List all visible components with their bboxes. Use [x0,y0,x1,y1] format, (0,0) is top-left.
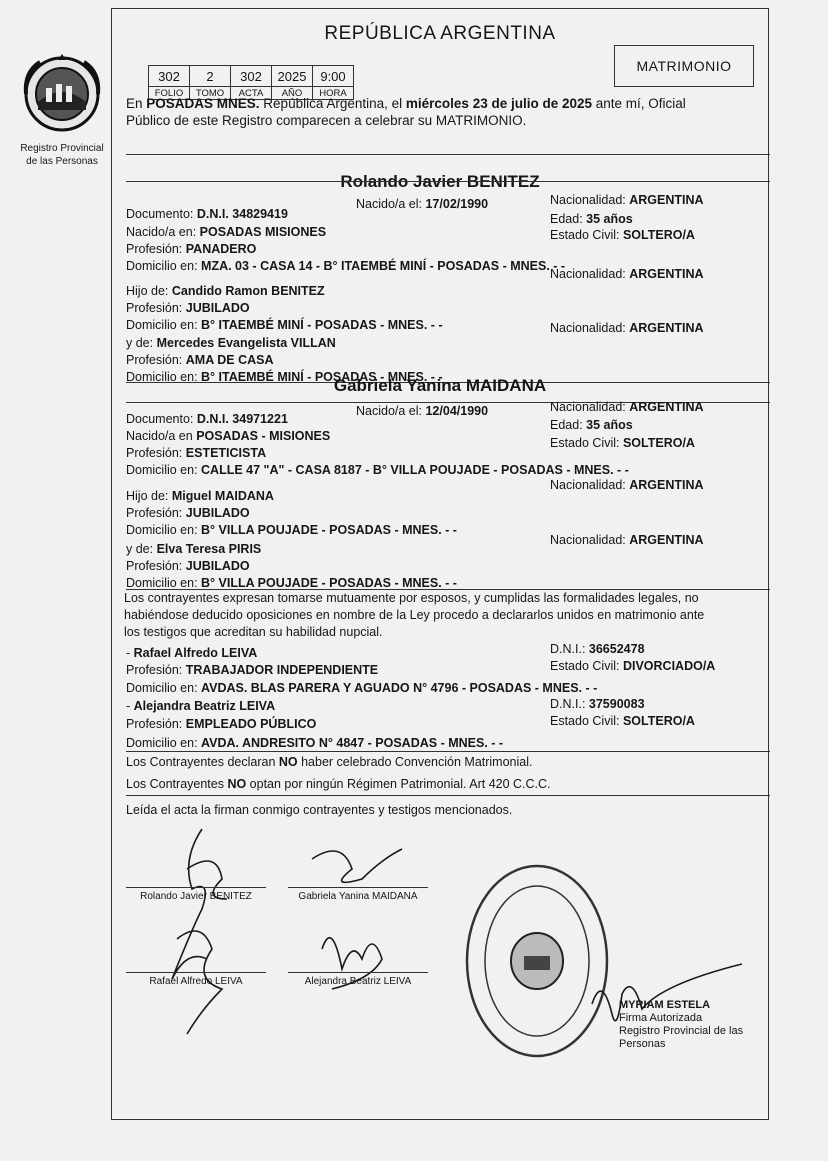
convention-statement: Los Contrayentes declaran NO haber celebrado Convención Matrimonial. [126,755,533,769]
declaration-line: Los contrayentes expresan tomarse mutuamente por esposos, y cumplidas las formalidades legales, no [124,591,699,605]
intro-place: POSADAS MNES. [146,96,260,111]
party1-nacionalidad: Nacionalidad: ARGENTINA [550,193,704,207]
divider [126,751,770,752]
intro-text: En [126,96,147,111]
signature-line [288,972,428,973]
acta-value: 302 [231,66,272,87]
anio-label: AÑO [272,87,313,100]
witness2-profesion: Profesión: EMPLEADO PÚBLICO [126,717,317,731]
signature-line [126,972,266,973]
hora-label: HORA [313,87,354,100]
witness2-domicilio: Domicilio en: AVDA. ANDRESITO N° 4847 - POSADAS - MNES. - - [126,736,504,750]
party1-mother-profesion: Profesión: AMA DE CASA [126,353,274,367]
intro-text: ante mí, Oficial [592,96,686,111]
folio-label: FOLIO [149,87,190,100]
intro-text-line2: Público de este Registro comparecen a celebrar su MATRIMONIO. [126,113,527,128]
anio-value: 2025 [272,66,313,87]
declaration-line: los testigos que acreditan su habilidad nupcial. [124,625,383,639]
party2-father-profesion: Profesión: JUBILADO [126,506,250,520]
signature-label-witness1: Rafael Alfredo LEIVA [149,976,243,987]
party2-mother: y de: Elva Teresa PIRIS [126,542,262,556]
acta-label: ACTA [231,87,272,100]
intro-paragraph [126,95,756,129]
document-title: REPÚBLICA ARGENTINA [324,23,556,44]
party2-nacido-en: Nacido/a en POSADAS - MISIONES [126,429,331,443]
official-name: MYRIAM ESTELA [619,999,711,1011]
witness1-domicilio: Domicilio en: AVDAS. BLAS PARERA Y AGUADO N° 4796 - POSADAS - MNES. - - [126,681,598,695]
party2-mother-profesion: Profesión: JUBILADO [126,559,250,573]
declaration-paragraph [124,590,764,641]
party1-estado-civil: Estado Civil: SOLTERO/A [550,228,695,242]
party1-father-nacionalidad: Nacionalidad: ARGENTINA [550,267,704,281]
closing-statement: Leída el acta la firman conmigo contrayentes y testigos mencionados. [126,803,513,817]
handwritten-signatures [132,819,432,1039]
signature-line [126,887,266,888]
party2-edad: Edad: 35 años [550,418,633,432]
party1-edad: Edad: 35 años [550,212,633,226]
official-role: Firma Autorizada [619,1012,703,1024]
logo-text-line2: de las Personas [26,156,98,167]
act-type-box: MATRIMONIO [614,45,754,87]
official-block [619,999,768,1051]
marriage-certificate [111,8,769,1120]
patrimonial-regime-statement: Los Contrayentes NO optan por ningún Régimen Patrimonial. Art 420 C.C.C. [126,777,551,791]
party1-father: Hijo de: Candido Ramon BENITEZ [126,284,325,298]
party1-father-domicilio: Domicilio en: B° ITAEMBÉ MINÍ - POSADAS - MNES. - - [126,318,443,332]
party1-father-profesion: Profesión: JUBILADO [126,301,250,315]
official-office: Registro Provincial de las Personas [619,1025,744,1050]
witness1-dni: D.N.I.: 36652478 [550,642,645,656]
intro-text: República Argentina, el [259,96,406,111]
signature-label-bride: Gabriela Yanina MAIDANA [298,891,418,902]
declaration-line: habiéndose deducido oposiciones en nombre de la Ley procedo a declararlos unidos en matrimonio ante [124,608,705,622]
signature-label-witness2: Alejandra Beatriz LEIVA [304,976,412,987]
registry-logo [16,52,108,167]
witness2-name: - Alejandra Beatriz LEIVA [126,699,276,713]
signature-line [288,887,428,888]
party2-nacido-el: Nacido/a el: 12/04/1990 [356,404,489,418]
divider [126,154,770,155]
witness2-dni: D.N.I.: 37590083 [550,697,645,711]
logo-text-line1: Registro Provincial [20,143,104,154]
divider [126,795,770,796]
party1-mother-domicilio: Domicilio en: B° ITAEMBÉ MINÍ - POSADAS - MNES. - - [126,370,443,384]
party1-nacido-el: Nacido/a el: 17/02/1990 [356,197,489,211]
party2-father-domicilio: Domicilio en: B° VILLA POUJADE - POSADAS - MNES. - - [126,523,457,537]
witness1-name: - Rafael Alfredo LEIVA [126,646,258,660]
party2-domicilio: Domicilio en: CALLE 47 "A" - CASA 8187 - B° VILLA POUJADE - POSADAS - MNES. - - [126,463,629,477]
tomo-value: 2 [190,66,231,87]
party2-father-nacionalidad: Nacionalidad: ARGENTINA [550,478,704,492]
party2-nacionalidad: Nacionalidad: ARGENTINA [550,400,704,414]
misiones-coat-of-arms-icon [20,52,104,136]
party1-nacido-en: Nacido/a en: POSADAS MISIONES [126,225,327,239]
party1-mother: y de: Mercedes Evangelista VILLAN [126,336,336,350]
tomo-label: TOMO [190,87,231,100]
party1-mother-nacionalidad: Nacionalidad: ARGENTINA [550,321,704,335]
party2-estado-civil: Estado Civil: SOLTERO/A [550,436,695,450]
witness2-estado-civil: Estado Civil: SOLTERO/A [550,714,695,728]
party2-profesion: Profesión: ESTETICISTA [126,446,267,460]
party1-profesion: Profesión: PANADERO [126,242,257,256]
party1-name: Rolando Javier BENITEZ [340,172,540,191]
witness1-profesion: Profesión: TRABAJADOR INDEPENDIENTE [126,663,379,677]
hora-value: 9:00 [313,66,354,87]
signature-label-groom: Rolando Javier BENITEZ [140,891,252,902]
divider [126,181,770,182]
party2-name: Gabriela Yanina MAIDANA [333,376,547,395]
party1-documento: Documento: D.N.I. 34829419 [126,207,288,221]
intro-date: miércoles 23 de julio de 2025 [405,96,592,111]
party1-domicilio: Domicilio en: MZA. 03 - CASA 14 - B° ITAEMBÉ MINÍ - POSADAS - MNES. - - [126,259,566,273]
folio-value: 302 [149,66,190,87]
party2-mother-nacionalidad: Nacionalidad: ARGENTINA [550,533,704,547]
witness1-estado-civil: Estado Civil: DIVORCIADO/A [550,659,716,673]
party2-father: Hijo de: Miguel MAIDANA [126,489,274,503]
party2-mother-domicilio: Domicilio en: B° VILLA POUJADE - POSADAS - MNES. - - [126,576,457,590]
party2-documento: Documento: D.N.I. 34971221 [126,412,288,426]
